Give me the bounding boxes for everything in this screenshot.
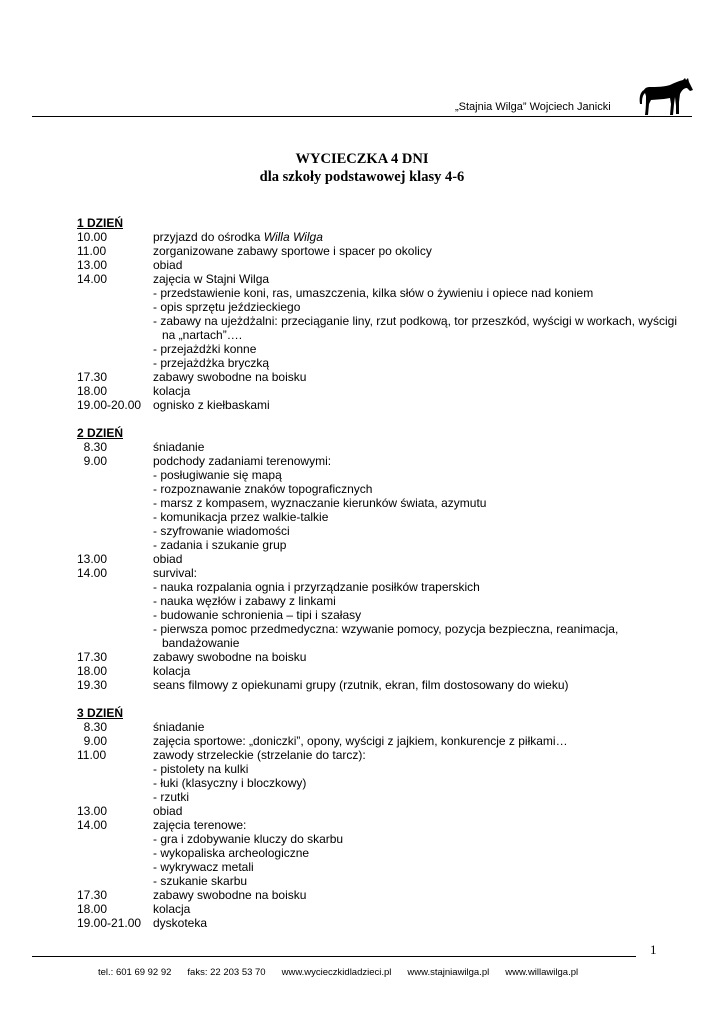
activity-sub-item: - szukanie skarbu xyxy=(153,874,248,888)
row-time: 10.00 xyxy=(77,230,108,244)
row-time xyxy=(77,580,153,594)
activity-text: kolacja xyxy=(153,384,191,398)
activity-place-name: Willa Wilga xyxy=(263,230,323,244)
activity-sub-item: - przejażdżki konne xyxy=(153,342,257,356)
row-time xyxy=(77,496,153,510)
title-line-2: dla szkoły podstawowej klasy 4-6 xyxy=(259,169,465,185)
activity-text: zabawy swobodne na boisku xyxy=(153,888,307,902)
schedule-row xyxy=(77,790,677,804)
schedule-row xyxy=(77,356,677,370)
schedule-row xyxy=(77,650,677,664)
schedule-row xyxy=(77,468,677,482)
row-time xyxy=(77,846,153,860)
schedule-row xyxy=(77,482,677,496)
row-time: 14.00 xyxy=(77,818,108,832)
row-time xyxy=(77,356,153,370)
schedule-row xyxy=(77,272,677,286)
activity-sub-item: - nauka węzłów i zabawy z linkami xyxy=(153,594,336,608)
row-time: 19.00-20.00 xyxy=(77,398,142,412)
schedule-row xyxy=(77,342,677,356)
schedule-row xyxy=(77,678,677,692)
activity-sub-item: - budowanie schronienia – tipi i szałasy xyxy=(153,608,362,622)
activity-text: kolacja xyxy=(153,664,191,678)
row-time: 11.00 xyxy=(77,748,107,762)
footer-phone: tel.: 601 69 92 92 xyxy=(98,967,172,978)
page-footer xyxy=(98,967,578,978)
row-time xyxy=(77,468,153,482)
schedule xyxy=(77,216,677,944)
row-time xyxy=(77,832,153,846)
row-time xyxy=(77,776,153,790)
activity-sub-item: - wykopaliska archeologiczne xyxy=(153,846,310,860)
activity-sub-item: - gra i zdobywanie kluczy do skarbu xyxy=(153,832,344,846)
schedule-row xyxy=(77,510,677,524)
activity-text: dyskoteka xyxy=(153,916,208,930)
schedule-row xyxy=(77,524,677,538)
row-time xyxy=(77,538,153,552)
schedule-row xyxy=(77,580,677,594)
day-section xyxy=(77,426,677,692)
row-time: 9.00 xyxy=(77,734,108,748)
activity-text: zawody strzeleckie (strzelanie do tarcz): xyxy=(153,748,366,762)
row-time: 9.00 xyxy=(77,454,108,468)
row-time xyxy=(77,622,153,650)
activity-sub-item: - rzutki xyxy=(153,790,189,804)
activity-sub-item: - opis sprzętu jeździeckiego xyxy=(153,300,301,314)
schedule-row xyxy=(77,776,677,790)
title-line-1: WYCIECZKA 4 DNI xyxy=(295,151,429,167)
schedule-row xyxy=(77,552,677,566)
activity-sub-item: - przedstawienie koni, ras, umaszczenia, kilka słów o żywieniu i opiece nad koniem xyxy=(153,286,594,300)
row-time xyxy=(77,594,153,608)
day-section xyxy=(77,216,677,412)
row-time: 8.30 xyxy=(77,720,108,734)
schedule-row xyxy=(77,720,677,734)
row-time: 19.00-21.00 xyxy=(77,916,142,930)
row-time xyxy=(77,608,153,622)
row-time: 19.30 xyxy=(77,678,108,692)
activity-sub-item: - komunikacja przez walkie-talkie xyxy=(153,510,329,524)
row-time xyxy=(77,314,153,342)
row-time: 18.00 xyxy=(77,664,108,678)
schedule-row xyxy=(77,608,677,622)
schedule-row xyxy=(77,734,677,748)
schedule-row xyxy=(77,244,677,258)
page-number: 1 xyxy=(650,942,657,957)
activity-sub-item: - łuki (klasyczny i bloczkowy) xyxy=(153,776,307,790)
day-title: 3 DZIEŃ xyxy=(77,706,124,720)
activity-text-prefix: przyjazd do ośrodka xyxy=(153,230,264,244)
row-time: 13.00 xyxy=(77,804,108,818)
schedule-row xyxy=(77,916,677,930)
activity-text: survival: xyxy=(153,566,198,580)
schedule-row xyxy=(77,258,677,272)
activity-text: śniadanie xyxy=(153,440,205,454)
row-time: 13.00 xyxy=(77,258,108,272)
row-time xyxy=(77,510,153,524)
schedule-row xyxy=(77,398,677,412)
row-time: 18.00 xyxy=(77,902,108,916)
schedule-row xyxy=(77,538,677,552)
activity-sub-item: - posługiwanie się mapą xyxy=(153,468,282,482)
activity-text: ognisko z kiełbaskami xyxy=(153,398,270,412)
row-time: 14.00 xyxy=(77,272,108,286)
row-time xyxy=(77,300,153,314)
document-title xyxy=(0,150,724,186)
activity-sub-item: - pistolety na kulki xyxy=(153,762,249,776)
schedule-row xyxy=(77,440,677,454)
activity-text: obiad xyxy=(153,258,183,272)
activity-text: śniadanie xyxy=(153,720,205,734)
header-divider xyxy=(32,116,692,117)
activity-sub-item: - zadania i szukanie grup xyxy=(153,538,287,552)
footer-site-2: www.stajniawilga.pl xyxy=(407,967,490,978)
schedule-row xyxy=(77,748,677,762)
row-time xyxy=(77,342,153,356)
activity-sub-item: - nauka rozpalania ognia i przyrządzanie posiłków traperskich xyxy=(153,580,480,594)
row-time: 17.30 xyxy=(77,650,108,664)
schedule-row xyxy=(77,762,677,776)
schedule-row xyxy=(77,496,677,510)
activity-sub-item: - pierwsza pomoc przedmedyczna: wzywanie pomocy, pozycja bezpieczna, reanimacja, bandażowanie xyxy=(153,622,619,650)
row-time xyxy=(77,874,153,888)
schedule-row xyxy=(77,230,677,244)
activity-text: kolacja xyxy=(153,902,191,916)
row-time xyxy=(77,286,153,300)
activity-sub-item: - rozpoznawanie znaków topograficznych xyxy=(153,482,373,496)
footer-site-3: www.willawilga.pl xyxy=(505,967,579,978)
activity-sub-item: - zabawy na ujeżdżalni: przeciąganie liny, rzut podkową, tor przeszkód, wyścigi w workach, wyścigi na „nartach”…. xyxy=(153,314,677,342)
activity-sub-item: - szyfrowanie wiadomości xyxy=(153,524,290,538)
row-time: 18.00 xyxy=(77,384,108,398)
schedule-row xyxy=(77,804,677,818)
schedule-row xyxy=(77,566,677,580)
footer-fax: faks: 22 203 53 70 xyxy=(187,967,266,978)
activity-text: zajęcia w Stajni Wilga xyxy=(153,272,270,286)
footer-divider xyxy=(32,956,636,957)
row-time: 17.30 xyxy=(77,888,108,902)
schedule-row xyxy=(77,454,677,468)
schedule-row xyxy=(77,832,677,846)
row-time: 14.00 xyxy=(77,566,108,580)
activity-text: podchody zadaniami terenowymi: xyxy=(153,454,332,468)
row-time xyxy=(77,860,153,874)
day-section xyxy=(77,706,677,930)
row-time: 17.30 xyxy=(77,370,108,384)
row-time xyxy=(77,524,153,538)
schedule-row xyxy=(77,818,677,832)
schedule-row xyxy=(77,902,677,916)
schedule-row xyxy=(77,622,677,650)
activity-sub-item: - marsz z kompasem, wyznaczanie kierunków świata, azymutu xyxy=(153,496,487,510)
footer-site-1: www.wycieczkidladzieci.pl xyxy=(281,967,392,978)
row-time: 8.30 xyxy=(77,440,108,454)
activity-text: obiad xyxy=(153,552,183,566)
schedule-row xyxy=(77,300,677,314)
schedule-row xyxy=(77,664,677,678)
row-time: 11.00 xyxy=(77,244,107,258)
horse-silhouette-icon xyxy=(638,74,694,116)
activity-text: zabawy swobodne na boisku xyxy=(153,650,307,664)
row-time: 13.00 xyxy=(77,552,108,566)
schedule-row xyxy=(77,888,677,902)
activity-sub-item: - wykrywacz metali xyxy=(153,860,254,874)
activity-text: zorganizowane zabawy sportowe i spacer po okolicy xyxy=(153,244,432,258)
activity-text: seans filmowy z opiekunami grupy (rzutnik, ekran, film dostosowany do wieku) xyxy=(153,678,569,692)
schedule-row xyxy=(77,384,677,398)
schedule-row xyxy=(77,860,677,874)
header-text: „Stajnia Wilga” Wojciech Janicki xyxy=(455,101,611,113)
activity-text: zajęcia terenowe: xyxy=(153,818,247,832)
row-time xyxy=(77,482,153,496)
schedule-row xyxy=(77,874,677,888)
activity-text xyxy=(153,230,677,244)
row-time xyxy=(77,762,153,776)
schedule-row xyxy=(77,370,677,384)
activity-text: zabawy swobodne na boisku xyxy=(153,370,307,384)
row-time xyxy=(77,790,153,804)
schedule-row xyxy=(77,846,677,860)
day-title: 1 DZIEŃ xyxy=(77,216,124,230)
day-title: 2 DZIEŃ xyxy=(77,426,124,440)
activity-text: obiad xyxy=(153,804,183,818)
activity-sub-item: - przejażdżka bryczką xyxy=(153,356,270,370)
activity-text: zajęcia sportowe: „doniczki”, opony, wyścigi z jajkiem, konkurencje z piłkami… xyxy=(153,734,568,748)
schedule-row xyxy=(77,594,677,608)
schedule-row xyxy=(77,286,677,300)
schedule-row xyxy=(77,314,677,342)
